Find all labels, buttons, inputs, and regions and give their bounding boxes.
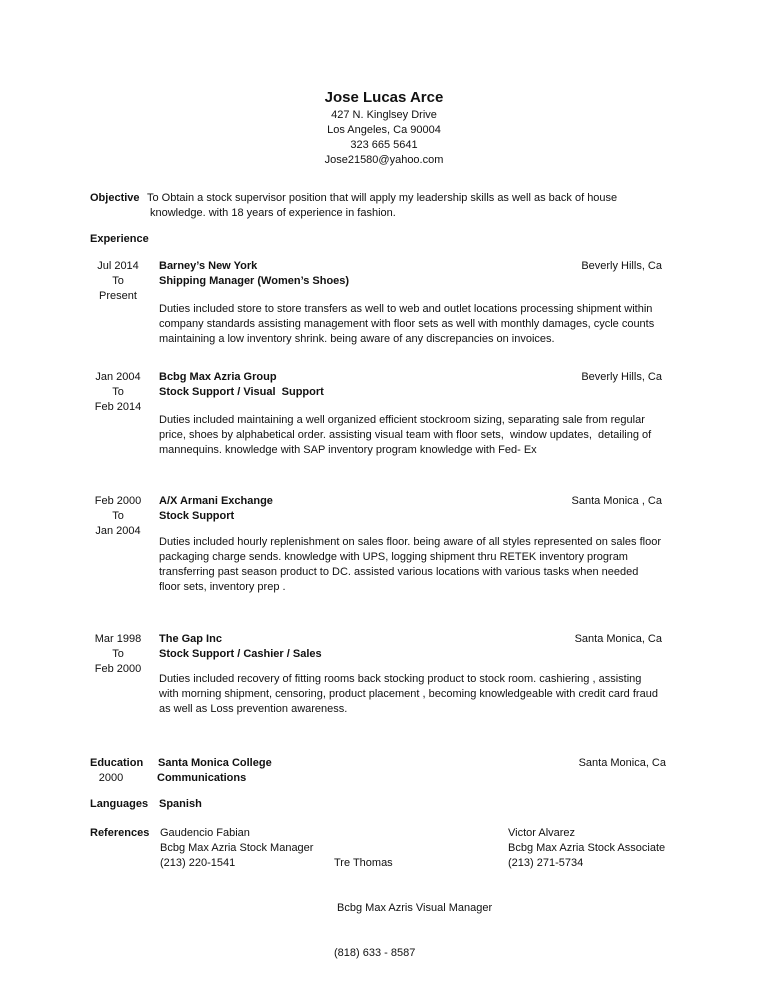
job-end-date: Jan 2004 [95, 525, 141, 537]
job-company: The Gap Inc [159, 633, 222, 645]
job-company: Bcbg Max Azria Group [159, 371, 277, 383]
objective-text-1: To Obtain a stock supervisor position that will apply my leadership skills as well as back of house [147, 192, 618, 204]
job-title: Stock Support [159, 510, 235, 522]
reference-name: Gaudencio Fabian [160, 827, 250, 839]
reference-3 [508, 826, 683, 871]
job-date-to: To [112, 275, 124, 287]
reference-1 [160, 826, 335, 871]
languages-label: Languages [90, 798, 149, 810]
job-location: Santa Monica , Ca [571, 495, 662, 507]
job-duties-line: company standards assisting management with floor sets as well with monthly damages, cycle counts [159, 318, 655, 330]
reference-phone: (213) 220-1541 [160, 857, 236, 869]
job-date-to: To [112, 386, 124, 398]
address-line-2: Los Angeles, Ca 90004 [327, 124, 441, 136]
job-duties-line: transferring past season product to DC. assisted various locations with various tasks when needed [159, 566, 639, 578]
job-date-to: To [112, 648, 124, 660]
job-duties-line: price, shoes by alphabetical order. assisting visual team with floor sets, window updates, detailing of [159, 429, 652, 441]
job-company: Barney’s New York [159, 260, 258, 272]
job-duties-line: packaging charge sends. knowledge with UPS, logging shipment thru RETEK inventory program [159, 551, 628, 563]
job-start-date: Jan 2004 [95, 371, 141, 383]
education-year: 2000 [98, 772, 124, 784]
reference-role: Bcbg Max Azria Stock Manager [160, 842, 314, 854]
job-location: Beverly Hills, Ca [581, 260, 662, 272]
job-title: Stock Support / Cashier / Sales [159, 648, 322, 660]
job-start-date: Jul 2014 [97, 260, 139, 272]
job-end-date: Present [99, 290, 137, 302]
reference-2 [334, 826, 509, 976]
job-duties-line: Duties included hourly replenishment on sales floor. being aware of all styles represented on sales floor [159, 536, 662, 548]
address-line-1: 427 N. Kinglsey Drive [331, 109, 437, 121]
job-duties-line: Duties included recovery of fitting rooms back stocking product to stock room. cashiering , assisting [159, 673, 642, 685]
job-duties-line: mannequins. knowledge with SAP inventory program knowledge with Fed- Ex [159, 444, 537, 456]
education-major: Communications [157, 772, 247, 784]
education-location: Santa Monica, Ca [578, 757, 666, 769]
job-end-date: Feb 2000 [94, 663, 142, 675]
reference-role: Bcbg Max Azris Visual Manager [334, 902, 493, 914]
job-start-date: Mar 1998 [94, 633, 142, 645]
objective-text-2: knowledge. with 18 years of experience in fashion. [150, 207, 396, 219]
objective-label: Objective [90, 192, 140, 204]
candidate-name: Jose Lucas Arce [324, 89, 444, 106]
job-duties-line: Duties included maintaining a well organized efficient stockroom sizing, separating sale from regular [159, 414, 645, 426]
job-duties-line: with morning shipment, censoring, product placement , becoming knowledgeable with credit card fraud [159, 688, 658, 700]
languages-value: Spanish [159, 798, 202, 810]
reference-name: Victor Alvarez [508, 827, 576, 839]
education-label: Education [90, 757, 144, 769]
job-duties-line: Duties included store to store transfers as well to web and outlet locations processing shipment within [159, 303, 653, 315]
email: Jose21580@yahoo.com [324, 154, 444, 166]
job-title: Stock Support / Visual Support [159, 386, 324, 398]
job-title: Shipping Manager (Women’s Shoes) [159, 275, 350, 287]
reference-phone: (213) 271-5734 [508, 857, 584, 869]
job-end-date: Feb 2014 [94, 401, 142, 413]
education-school: Santa Monica College [158, 757, 272, 769]
reference-role: Bcbg Max Azria Stock Associate [508, 842, 666, 854]
job-start-date: Feb 2000 [94, 495, 142, 507]
job-duties-line: maintaining a low inventory shrink. being aware of any discrepancies on invoices. [159, 333, 555, 345]
job-duties-line: as well as Loss prevention awareness. [159, 703, 348, 715]
job-duties-line: floor sets, inventory prep . [159, 581, 286, 593]
references-label: References [90, 827, 150, 839]
job-location: Santa Monica, Ca [574, 633, 662, 645]
reference-phone: (818) 633 - 8587 [334, 947, 416, 959]
phone: 323 665 5641 [350, 139, 418, 151]
experience-label: Experience [90, 233, 149, 245]
reference-name: Tre Thomas [334, 857, 393, 869]
job-company: A/X Armani Exchange [159, 495, 273, 507]
job-date-to: To [112, 510, 124, 522]
job-location: Beverly Hills, Ca [581, 371, 662, 383]
